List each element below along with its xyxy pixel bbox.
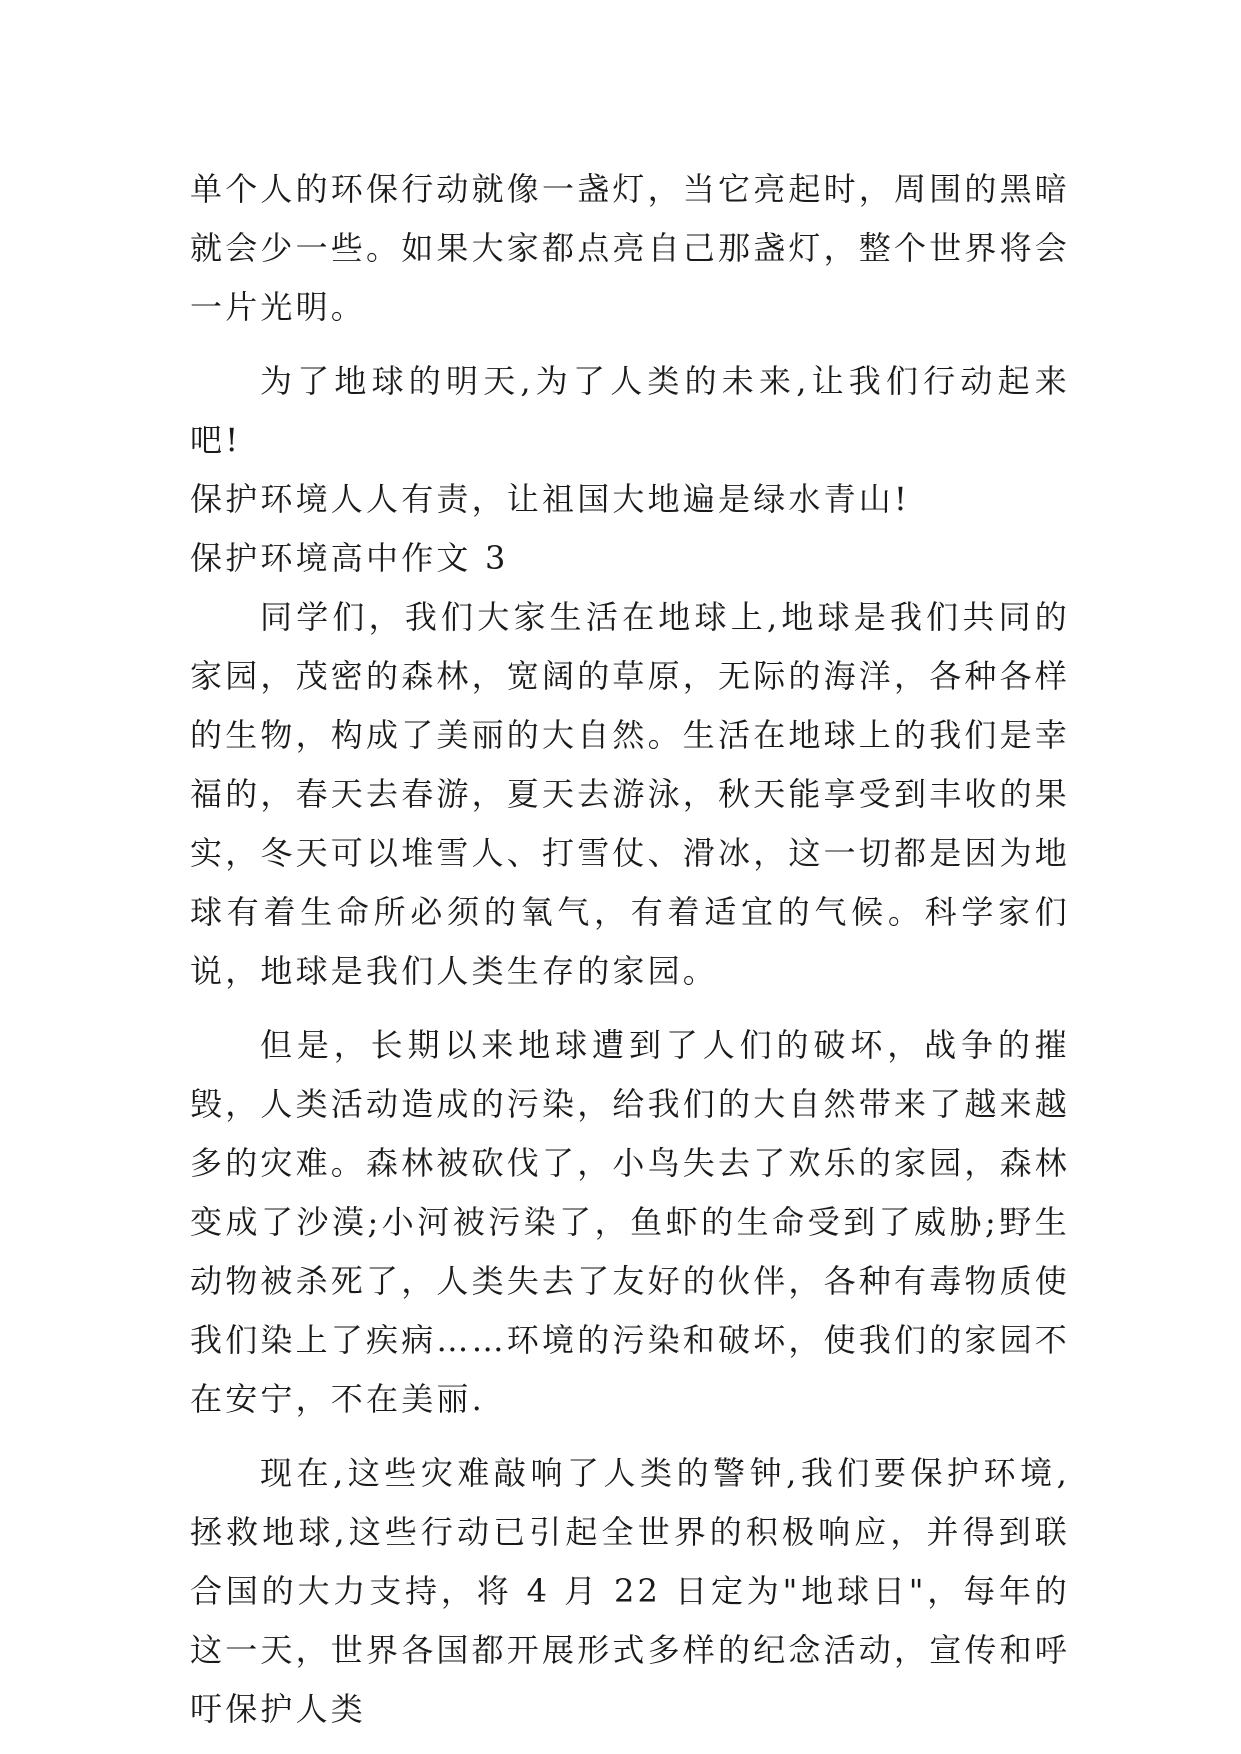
paragraph-earth-home: 同学们，我们大家生活在地球上,地球是我们共同的家园，茂密的森林，宽阔的草原，无际的海洋，各种各样的生物，构成了美丽的大自然。生活在地球上的我们是幸福的，春天去春游，夏天去游泳，秋天能享受到丰收的果实，冬天可以堆雪人、打雪仗、滑冰，这一切都是因为地球有着生命所必须的氧气，有着适宜的气候。科学家们说，地球是我们人类生存的家园。 bbox=[190, 598, 1071, 990]
paragraph-responsibility: 保护环境人人有责，让祖国大地遍是绿水青山! bbox=[190, 480, 911, 518]
essay-title-3: 保护环境高中作文 3 bbox=[190, 539, 509, 577]
paragraph-lamp: 单个人的环保行动就像一盏灯，当它亮起时，周围的黑暗就会少一些。如果大家都点亮自己那盏灯，整个世界将会一片光明。 bbox=[190, 170, 1071, 326]
document-body bbox=[190, 160, 1070, 1739]
paragraph-earth-day: 现在,这些灾难敲响了人类的警钟,我们要保护环境,拯救地球,这些行动已引起全世界的积极响应，并得到联合国的大力支持，将 4 月 22 日定为"地球日"，每年的这一天，世界各国都开展形式多样的纪念活动，宣传和呼吁保护人类 bbox=[190, 1454, 1071, 1728]
paragraph-call-to-action: 为了地球的明天,为了人类的未来,让我们行动起来吧! bbox=[190, 362, 1070, 459]
paragraph-destruction: 但是，长期以来地球遭到了人们的破坏，战争的摧毁，人类活动造成的污染，给我们的大自然带来了越来越多的灾难。森林被砍伐了，小鸟失去了欢乐的家园，森林变成了沙漠;小河被污染了，鱼虾的生命受到了威胁;野生动物被杀死了，人类失去了友好的伙伴，各种有毒物质使我们染上了疾病……环境的污染和破坏，使我们的家园不在安宁，不在美丽. bbox=[190, 1026, 1071, 1418]
